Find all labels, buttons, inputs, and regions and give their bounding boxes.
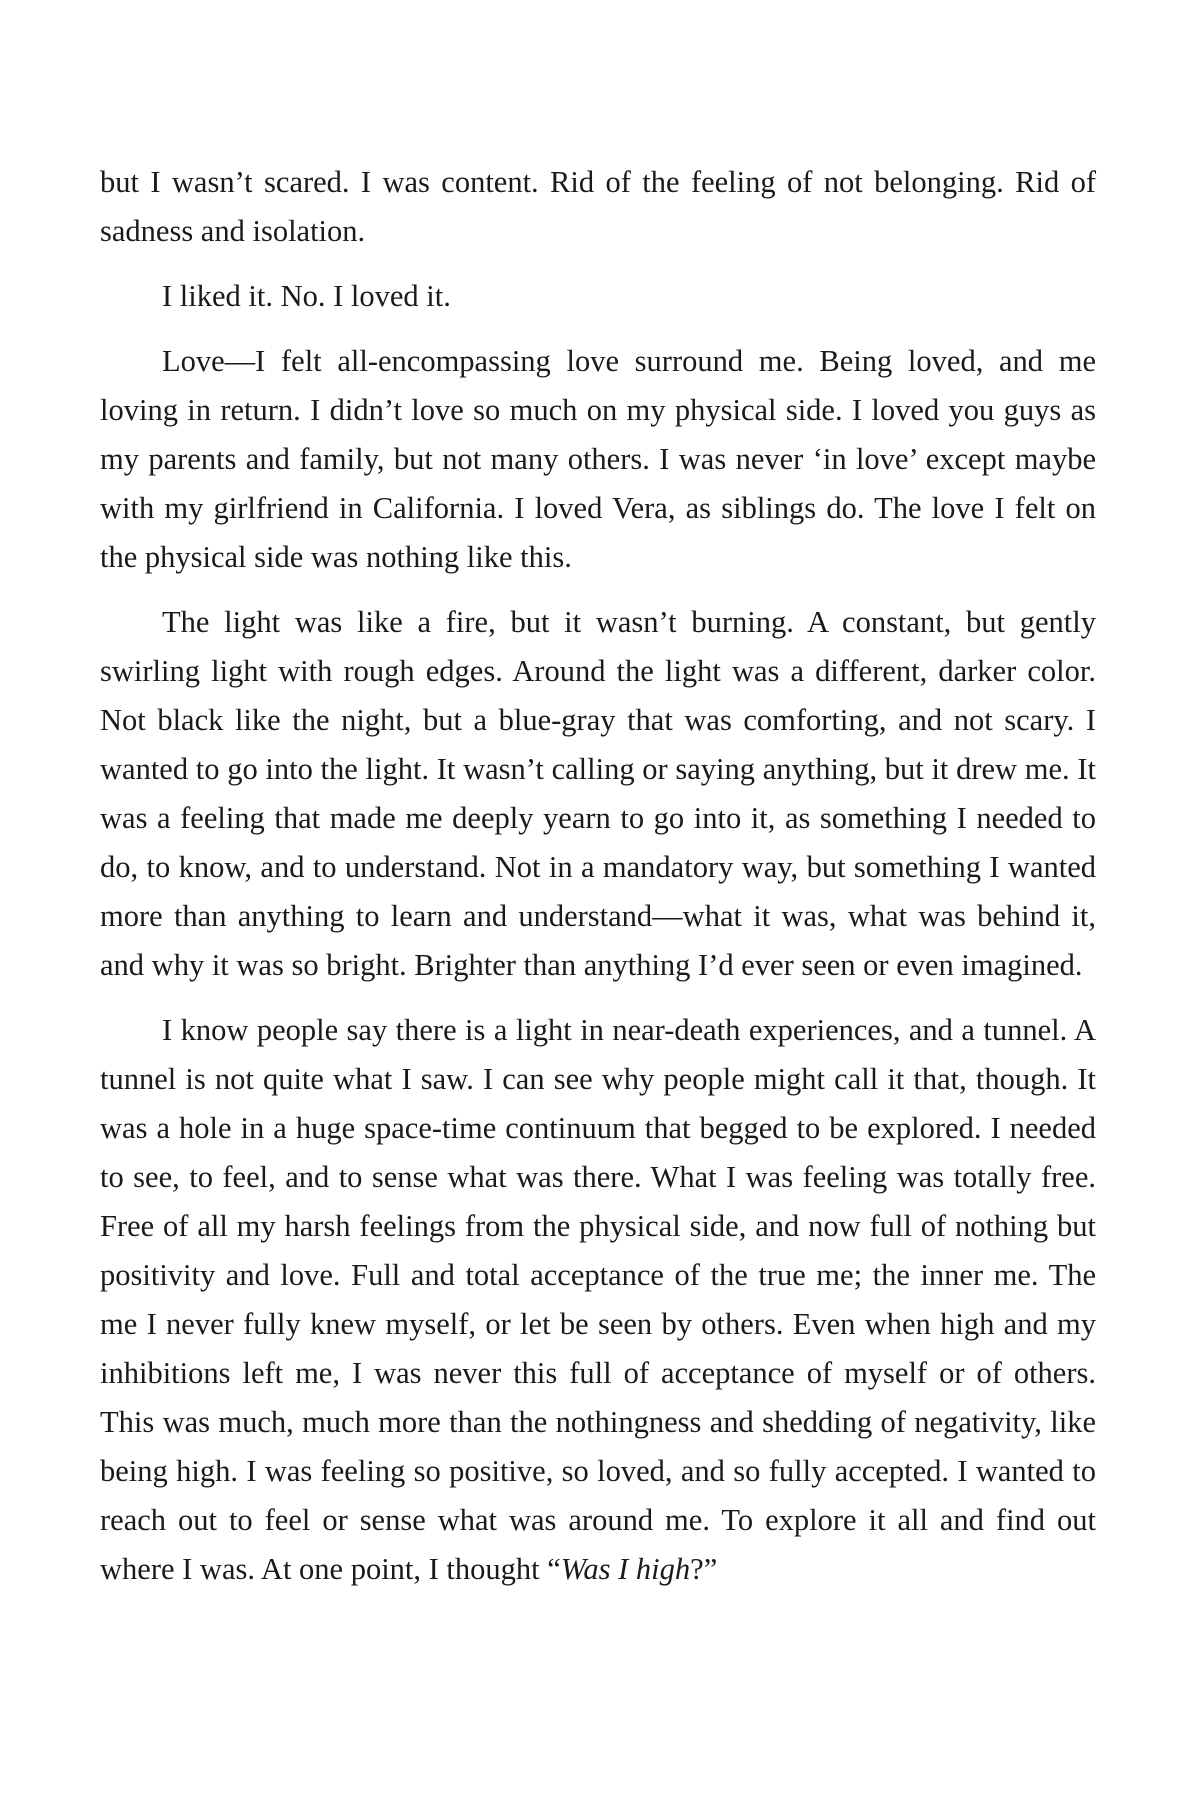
italic-quote: Was I high — [560, 1552, 691, 1586]
paragraph-1: but I wasn’t scared. I was content. Rid of the feeling of not belonging. Rid of sadness and isolation. — [100, 165, 1096, 248]
paragraph-3: Love—I felt all-encompassing love surround me. Being loved, and me loving in return. I didn’t love so much on my physical side. I loved you guys as my parents and family, but not many others. I was never ‘in love’ except maybe with my girlfriend in California. I loved Vera, as siblings do. The love I felt on the physical side was nothing like this. — [100, 344, 1096, 574]
paragraph-5-ending: ?” — [690, 1552, 718, 1586]
paragraph-5 — [100, 1006, 1096, 1594]
paragraph-4: The light was like a fire, but it wasn’t burning. A constant, but gently swirling light with rough edges. Around the light was a different, darker color. Not black like the night, but a blue-gray that was comforting, and not scary. I wanted to go into the light. It wasn’t calling or saying anything, but it drew me. It was a feeling that made me deeply yearn to go into it, as something I needed to do, to know, and to understand. Not in a mandatory way, but something I wanted more than anything to learn and understand—what it was, what was behind it, and why it was so bright. Brighter than anything I’d ever seen or even imagined. — [100, 605, 1096, 982]
paragraph-5-text: I know people say there is a light in near-death experiences, and a tunnel. A tunnel is not quite what I saw. I can see why people might call it that, though. It was a hole in a huge space-time continuum that begged to be explored. I needed to see, to feel, and to sense what was there. What I was feeling was totally free. Free of all my harsh feelings from the physical side, and now full of nothing but positivity and love. Full and total acceptance of the true me; the inner me. The me I never fully knew myself, or let be seen by others. Even when high and my inhibitions left me, I was never this full of acceptance of myself or of others. This was much, much more than the nothingness and shedding of negativity, like being high. I was feeling so positive, so loved, and so fully accepted. I wanted to reach out to feel or sense what was around me. To explore it all and find out where I was. At one point, I thought “ — [100, 1013, 1096, 1586]
paragraph-2: I liked it. No. I loved it. — [162, 279, 451, 313]
book-page — [100, 158, 1096, 1610]
